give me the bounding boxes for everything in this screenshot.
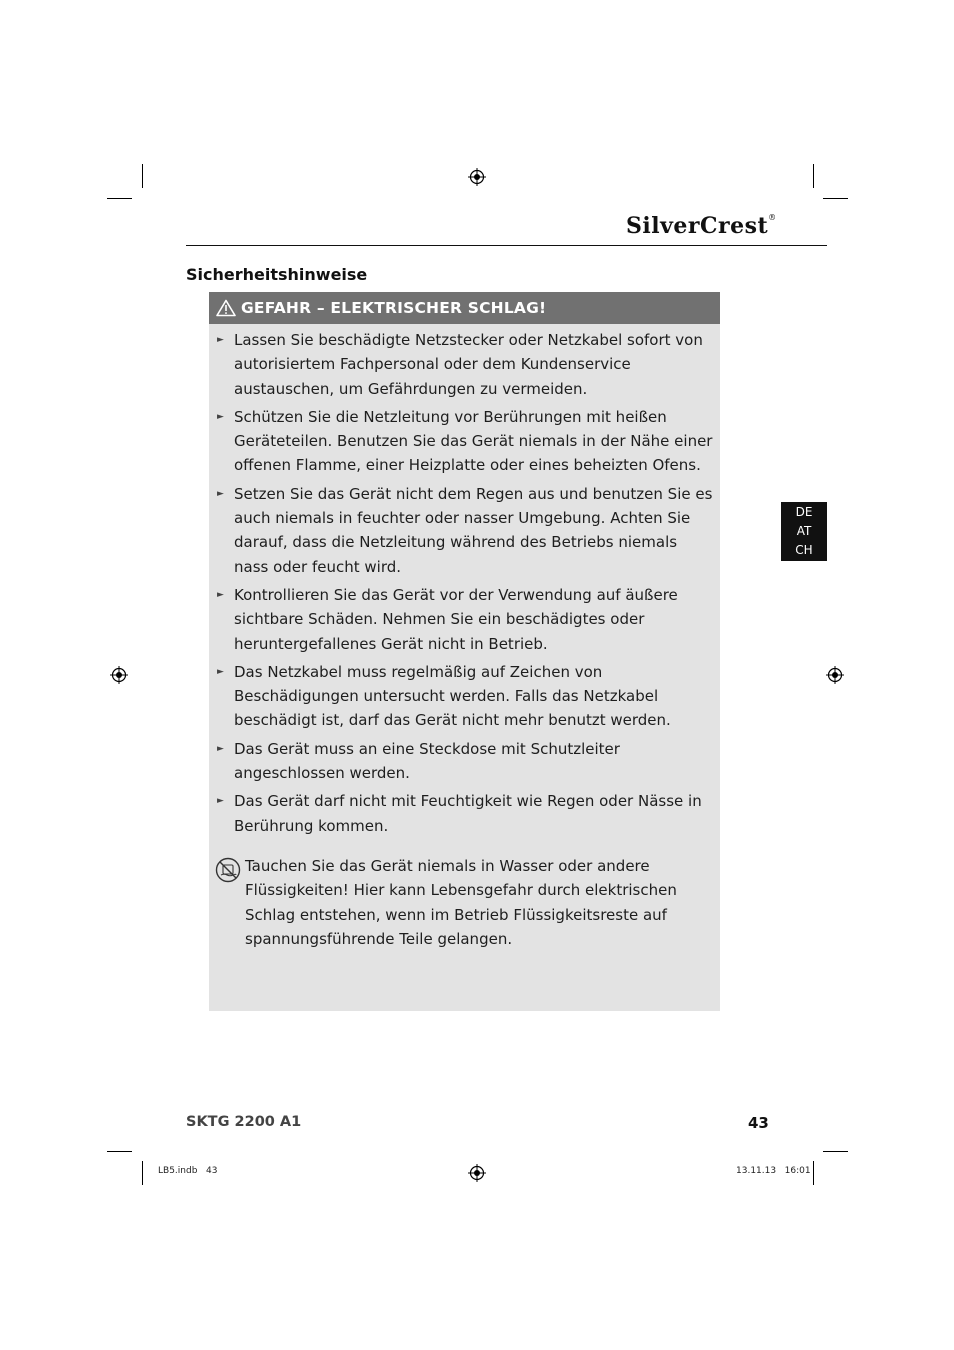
warning-title: GEFAHR – ELEKTRISCHER SCHLAG!: [241, 299, 547, 317]
registration-mark-icon: [468, 168, 486, 186]
bullet-arrow-icon: ►: [217, 589, 224, 600]
list-item: [209, 583, 720, 656]
list-item: [209, 482, 720, 579]
list-item: [209, 789, 720, 838]
list-item: [209, 405, 720, 478]
list-item-text: Setzen Sie das Gerät nicht dem Regen aus und benutzen Sie es auch niemals in feuchter oder nasser Umgebung. Achten Sie darauf, dass die Netzleitung während des Betriebs niemals nass oder feucht wird.: [234, 484, 713, 576]
list-item: [209, 660, 720, 733]
warning-box: [209, 292, 720, 1011]
language-code: CH: [795, 543, 813, 557]
crop-mark: [813, 1161, 814, 1185]
list-item-text: Schützen Sie die Netzleitung vor Berührungen mit heißen Geräteteilen. Benutzen Sie das Gerät niemals in der Nähe einer offenen Flamme, einer Heizplatte oder eines beheizten Ofens.: [234, 407, 713, 475]
registration-mark-icon: [110, 666, 128, 684]
registration-mark-icon: [468, 1164, 486, 1182]
list-item-text: Lassen Sie beschädigte Netzstecker oder Netzkabel sofort von autorisiertem Fachpersonal oder dem Kundenservice austauschen, um Gefährdungen zu vermeiden.: [234, 331, 703, 398]
header-rule: [186, 245, 827, 246]
bullet-arrow-icon: ►: [217, 411, 224, 422]
list-item: [209, 737, 720, 786]
print-slug-file: LB5.indb 43: [158, 1166, 218, 1176]
brand-logo-text: SilverCrest: [626, 213, 769, 239]
warning-triangle-icon: [216, 299, 236, 317]
bullet-arrow-icon: ►: [217, 488, 224, 499]
crop-mark: [107, 198, 132, 199]
no-immersion-icon: [215, 857, 241, 883]
crop-mark: [142, 1161, 143, 1185]
trademark-mark: ®: [768, 213, 777, 222]
brand-logo: [626, 213, 777, 239]
model-number: SKTG 2200 A1: [186, 1114, 302, 1130]
print-slug-datetime: 13.11.13 16:01: [736, 1166, 811, 1176]
crop-mark: [813, 164, 814, 188]
crop-mark: [823, 1151, 848, 1152]
immersion-note: [215, 854, 715, 951]
list-item-text: Das Gerät muss an eine Steckdose mit Schutzleiter angeschlossen werden.: [234, 739, 620, 783]
crop-mark: [107, 1151, 132, 1152]
list-item: [209, 328, 720, 401]
page-number: 43: [748, 1114, 769, 1132]
crop-mark: [142, 164, 143, 188]
note-text: Tauchen Sie das Gerät niemals in Wasser oder andere Flüssigkeiten! Hier kann Lebensgefahr durch elektrischen Schlag entstehen, wenn im Betrieb Flüssigkeitsreste auf spannungsführende Teile gelangen.: [245, 857, 677, 948]
list-item-text: Das Gerät darf nicht mit Feuchtigkeit wie Regen oder Nässe in Berührung kommen.: [234, 792, 702, 835]
section-title: Sicherheitshinweise: [186, 265, 368, 284]
list-item-text: Kontrollieren Sie das Gerät vor der Verwendung auf äußere sichtbare Schäden. Nehmen Sie ein beschädigtes oder heruntergefallenes Gerät nicht in Betrieb.: [234, 585, 678, 653]
language-code: AT: [796, 524, 812, 538]
language-code: DE: [795, 505, 813, 519]
bullet-arrow-icon: ►: [217, 743, 224, 754]
language-tab: [781, 502, 827, 561]
warning-header: [209, 292, 720, 324]
list-item-text: Das Netzkabel muss regelmäßig auf Zeichen von Beschädigungen untersucht werden. Falls das Netzkabel beschädigt ist, darf das Gerät nicht mehr benutzt werden.: [234, 662, 671, 730]
registration-mark-icon: [826, 666, 844, 684]
bullet-arrow-icon: ►: [217, 666, 224, 677]
warning-list: [209, 328, 720, 842]
bullet-arrow-icon: ►: [217, 796, 224, 807]
bullet-arrow-icon: ►: [217, 335, 224, 345]
crop-mark: [823, 198, 848, 199]
